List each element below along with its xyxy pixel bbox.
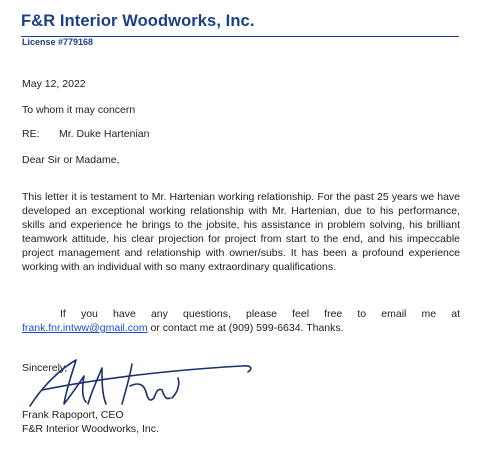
contact-paragraph xyxy=(22,307,460,335)
re-label: RE: xyxy=(22,128,40,140)
license-number: License #779168 xyxy=(22,37,94,47)
signer-name: Frank Rapoport, CEO xyxy=(22,409,124,421)
closing: Sincerely, xyxy=(22,362,68,374)
letter-date: May 12, 2022 xyxy=(22,78,86,90)
salutation: Dear Sir or Madame, xyxy=(22,154,120,166)
email-link[interactable]: frank.fnr.intww@gmail.com xyxy=(22,322,148,334)
letter-body: This letter it is testament to Mr. Hartenian working relationship. For the past 25 years we have developed an exceptional working relationship with Mr. Hartenian, due to his performance, skills and experience he brings to the jobsite, his assistance in problem solving, his brilliant teamwork attitude, his clear projection for project from start to the end, and his impeccable project management and relationship with owner/subs. It has been a profound experience working with an individual with so many extraordinary qualifications. xyxy=(22,191,460,273)
contact-rest: or contact me at (909) 599-6634. Thanks. xyxy=(147,322,344,334)
signer-company: F&R Interior Woodworks, Inc. xyxy=(22,423,159,435)
recipient-line: To whom it may concern xyxy=(22,104,136,116)
re-name: Mr. Duke Hartenian xyxy=(59,128,150,140)
company-name: F&R Interior Woodworks, Inc. xyxy=(21,12,255,30)
contact-intro: If you have any questions, please feel free to email me at xyxy=(60,308,460,320)
